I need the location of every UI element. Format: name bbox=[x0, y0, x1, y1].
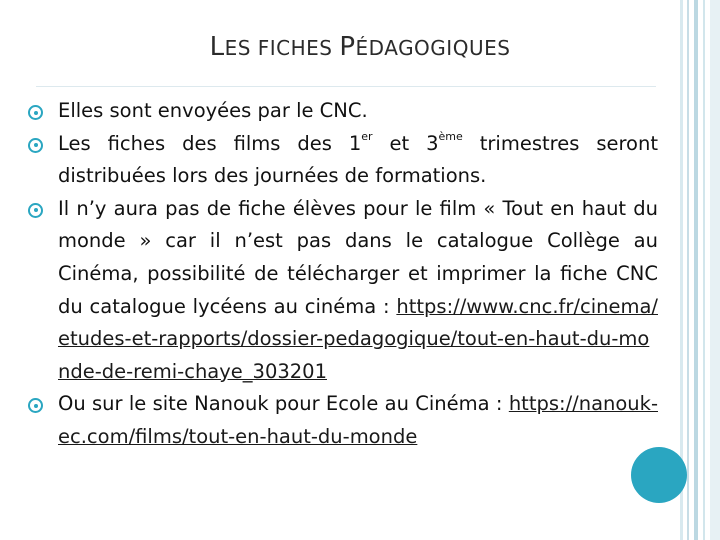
decorative-stripe bbox=[703, 0, 705, 540]
nanouk-link[interactable]: https://nanouk-ec.com/films/tout-en-haut-du-monde bbox=[58, 392, 658, 448]
decorative-stripe bbox=[710, 0, 720, 540]
list-item: Les fiches des films des 1er et 3ème trimestres seront distribuées lors des journées de formations. bbox=[28, 128, 658, 193]
list-item: Ou sur le site Nanouk pour Ecole au Cinéma : https://nanouk-ec.com/films/tout-en-haut-du-monde bbox=[28, 388, 658, 453]
title-divider bbox=[36, 86, 656, 87]
decorative-stripe bbox=[687, 0, 689, 540]
list-item: Elles sont envoyées par le CNC. bbox=[28, 95, 658, 128]
decorative-stripe bbox=[694, 0, 698, 540]
bullet-list bbox=[28, 95, 658, 454]
bullet-icon bbox=[28, 398, 43, 413]
bullet-icon bbox=[28, 138, 43, 153]
slide-title: LES FICHES PÉDAGOGIQUES bbox=[209, 32, 511, 62]
bullet-icon bbox=[28, 203, 43, 218]
list-item: Il n’y aura pas de fiche élèves pour le film « Tout en haut du monde » car il n’est pas dans le catalogue Collège au Cinéma, possibilité de télécharger et imprimer la fiche CNC du catalogue lycéens au cinéma : https://www.cnc.fr/cinema/etudes-et-rapports/dossier-pedagogique/tout-en-haut-du-monde-de-remi-chaye_303201 bbox=[28, 193, 658, 389]
bullet-icon bbox=[28, 105, 43, 120]
cnc-link[interactable]: https://www.cnc.fr/cinema/etudes-et-rapports/dossier-pedagogique/tout-en-haut-du-monde-de-remi-chaye_303201 bbox=[58, 294, 658, 383]
decorative-circle bbox=[631, 447, 687, 503]
